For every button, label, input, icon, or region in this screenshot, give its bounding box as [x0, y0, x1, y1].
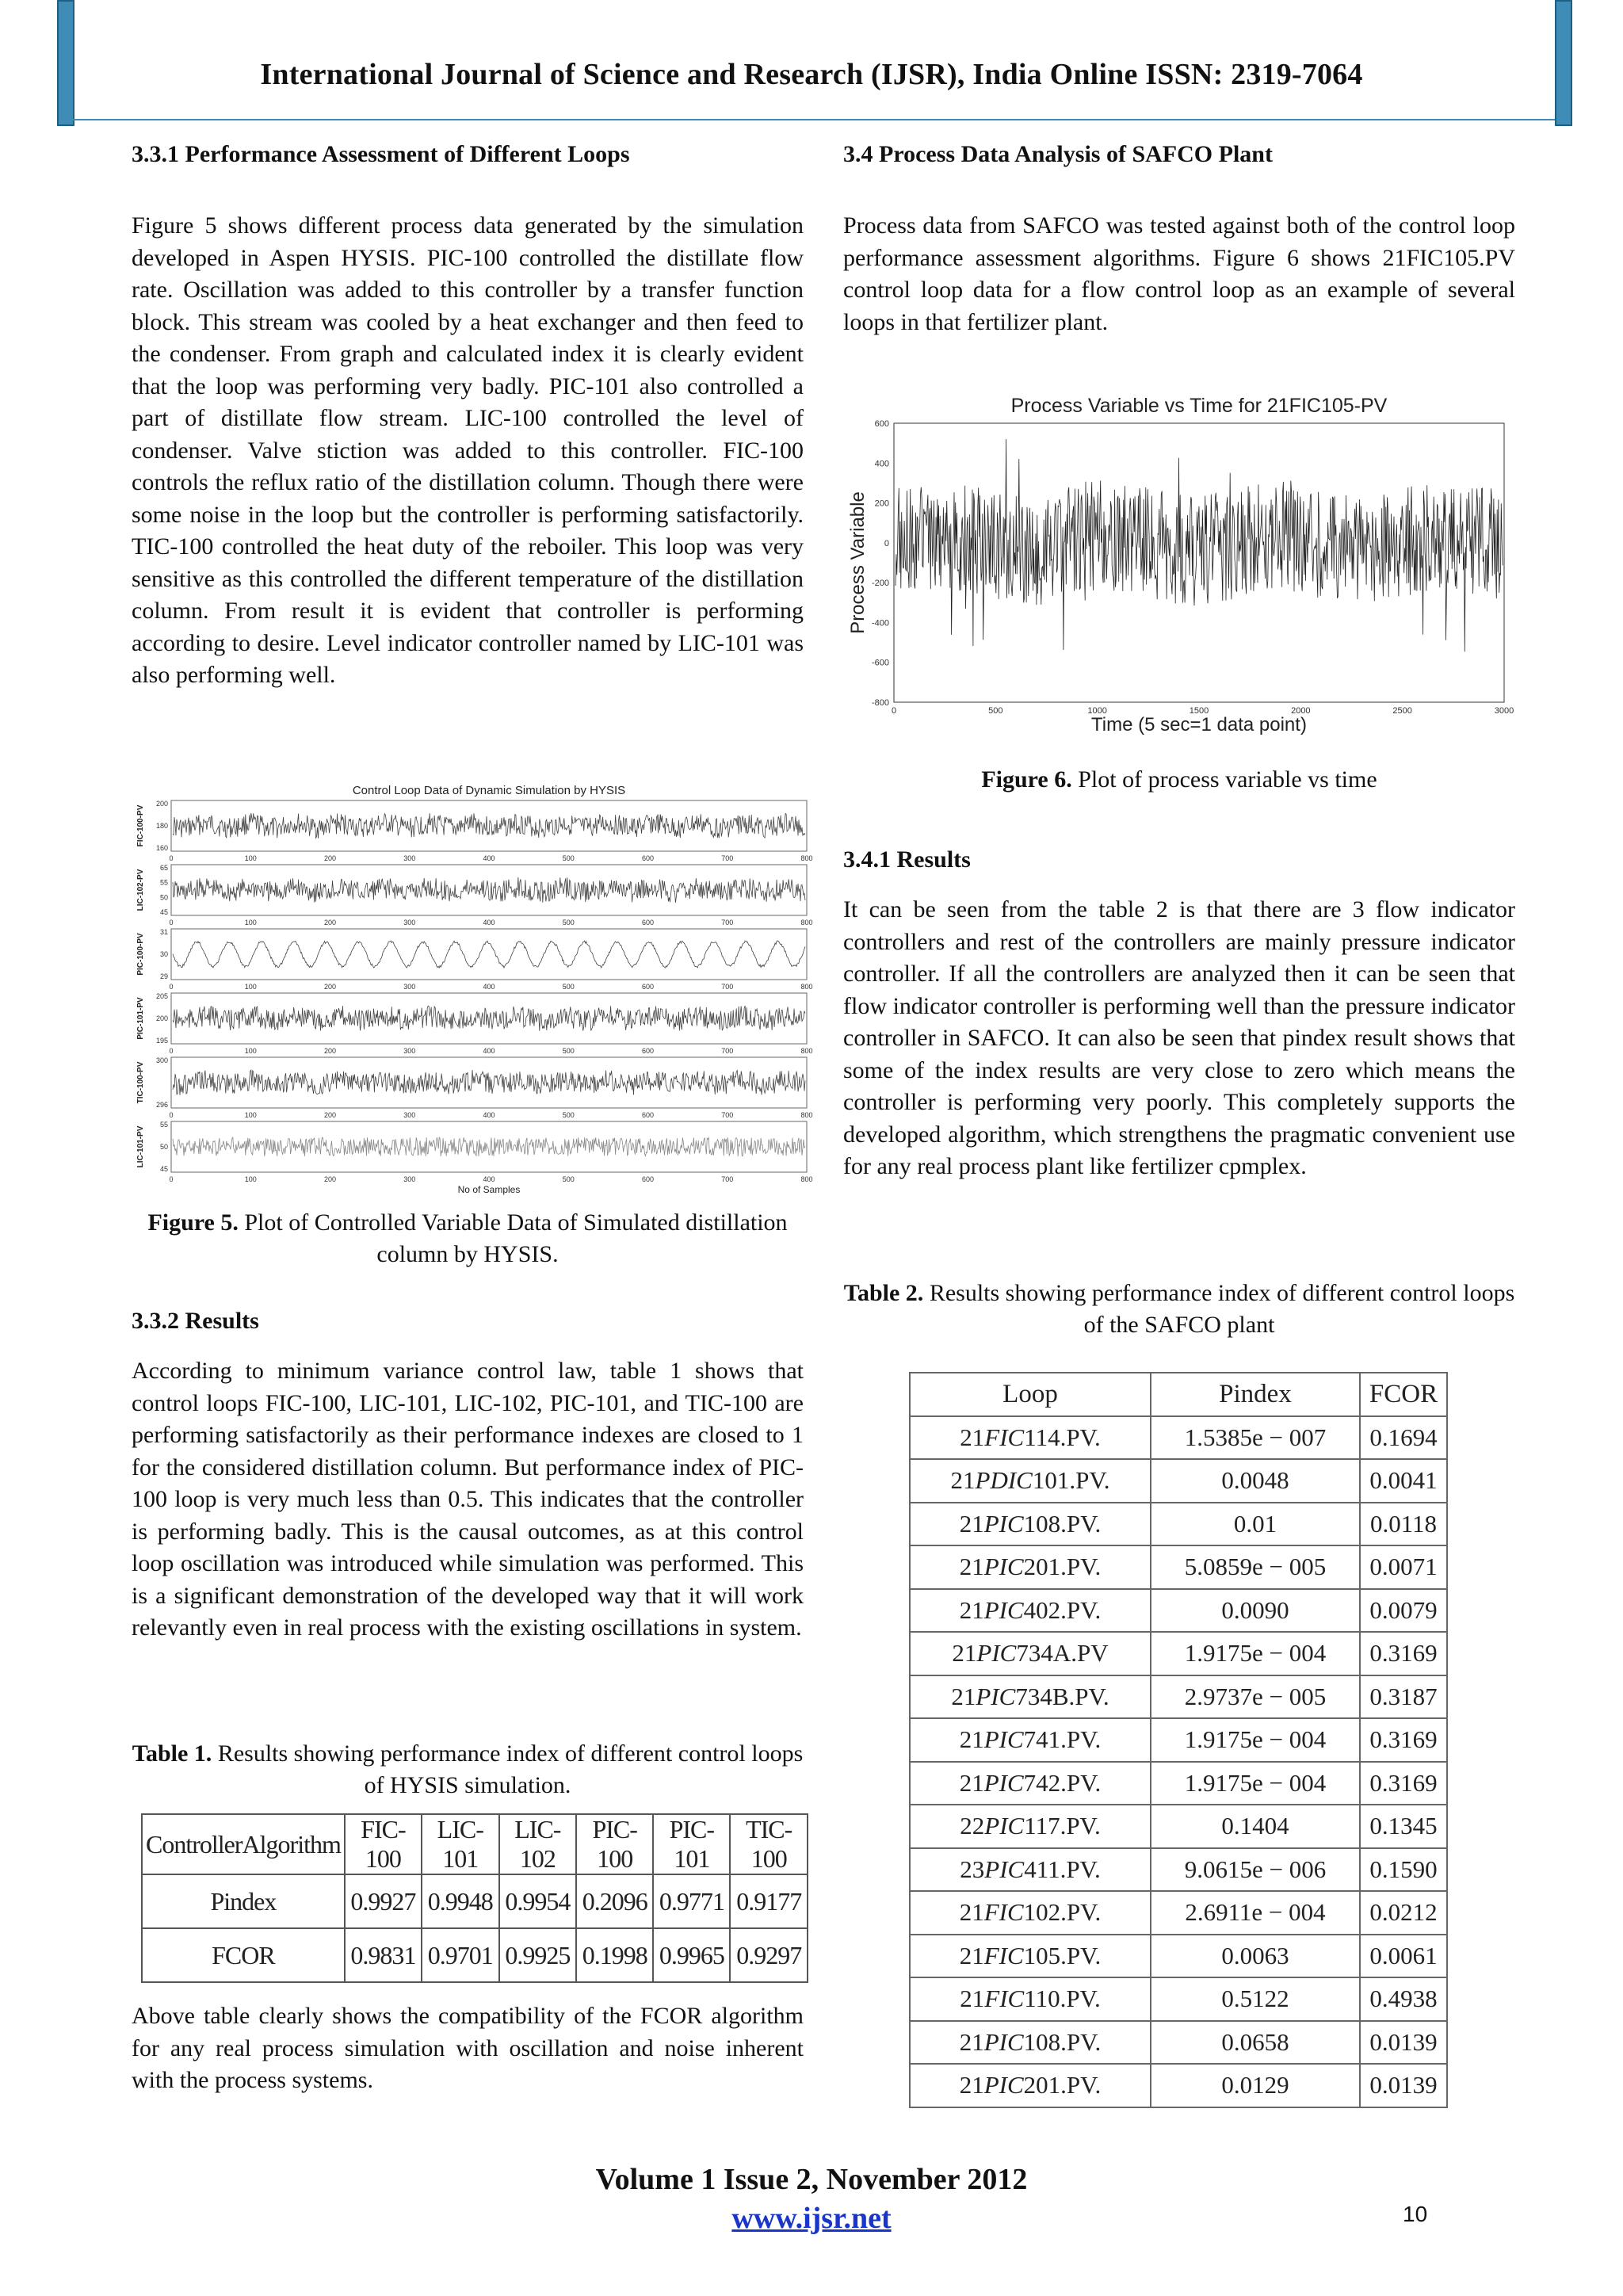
table-1-header-row	[142, 1814, 808, 1874]
y-tick-label: 195	[155, 1037, 168, 1045]
series-label: PIC-101-PV	[136, 997, 145, 1040]
table-2-loop-cell	[910, 1977, 1151, 2021]
y-tick-label: 45	[159, 908, 168, 916]
table-2-pindex-cell: 0.0063	[1151, 1935, 1360, 1978]
series-line	[173, 1006, 805, 1031]
y-tick-label: 205	[155, 992, 168, 1000]
footer-volume: Volume 1 Issue 2, November 2012	[595, 2163, 1028, 2196]
section-heading-3-3-1: 3.3.1 Performance Assessment of Different Loops	[132, 141, 630, 167]
x-axis-label: Time (5 sec=1 data point)	[1091, 714, 1307, 735]
x-tick-label: 700	[721, 1111, 734, 1119]
table-2-pindex-cell: 0.0090	[1151, 1589, 1360, 1633]
series-label: PIC-100-PV	[136, 933, 145, 976]
x-axis-label: No of Samples	[457, 1184, 521, 1195]
section-heading-3-4: 3.4 Process Data Analysis of SAFCO Plant	[843, 141, 1273, 167]
loop-suffix: 411.PV.	[1024, 1855, 1101, 1883]
y-tick-label: -600	[871, 658, 889, 668]
loop-suffix: 201.PV.	[1023, 2071, 1102, 2099]
table-1-cell: Pindex	[142, 1874, 345, 1928]
table-2-row	[910, 1718, 1447, 1762]
paragraph-performance-assessment: Figure 5 shows different process data generated by the simulation developed in Aspen HYSIS. PIC-100 controlled the distillate flow rate. Oscillation was added to this controller by a transfer function block. This stream was cooled by a heat exchanger and then feed to the condenser. From graph and calculated index it is clearly evident that the loop was performing very badly. PIC-101 also controlled a part of distillate flow stream. LIC-100 controlled the level of condenser. Valve stiction was added to this controller. FIC-100 controls the reflux ratio of the distillation column. Though there were some noise in the loop but the controller is performing satisfactorily. TIC-100 controlled the heat duty of the reboiler. This loop was very sensitive as this controlled the different temperature of the distillation column. From result it is evident that controller is performing according to desire. Level indicator controller named by LIC-101 was also performing well.	[132, 212, 804, 688]
table-2-fcor-cell: 0.1694	[1360, 1416, 1447, 1460]
series-label: TIC-100-PV	[136, 1061, 145, 1104]
loop-suffix: 102.PV.	[1023, 1898, 1102, 1927]
loop-prefix: 21	[959, 2071, 984, 2099]
loop-suffix: 742.PV.	[1023, 1768, 1102, 1797]
table-2-fcor-cell: 0.0071	[1360, 1545, 1447, 1589]
table-2-fcor-cell: 0.3169	[1360, 1718, 1447, 1762]
loop-suffix: 101.PV.	[1032, 1466, 1110, 1495]
x-tick-label: 300	[403, 983, 416, 991]
table-2-fcor-cell: 0.1345	[1360, 1805, 1447, 1848]
table-1-cell: 0.2096	[576, 1874, 653, 1928]
x-tick-label: 500	[562, 919, 575, 926]
x-tick-label: 200	[323, 919, 337, 926]
loop-prefix: 21	[959, 1898, 984, 1927]
table-1	[141, 1813, 808, 1983]
table-2-row	[910, 1935, 1447, 1978]
loop-prefix: 21	[959, 1553, 984, 1581]
table-2-header-cell: FCOR	[1360, 1373, 1447, 1416]
x-tick-label: 400	[483, 983, 495, 991]
loop-prefix: 21	[959, 1595, 984, 1624]
table-2-loop-cell	[910, 1891, 1151, 1935]
table-2-loop-cell	[910, 1459, 1151, 1503]
table-2-pindex-cell: 0.1404	[1151, 1805, 1360, 1848]
table-2-loop-cell	[910, 1935, 1151, 1978]
x-tick-label: 1500	[1189, 706, 1209, 716]
table-2-fcor-cell: 0.3187	[1360, 1675, 1447, 1719]
table-1-row	[142, 1874, 808, 1928]
x-tick-label: 800	[800, 983, 813, 991]
table-2-row	[910, 1762, 1447, 1805]
table-2-fcor-cell: 0.0079	[1360, 1589, 1447, 1633]
x-tick-label: 700	[721, 1175, 734, 1183]
x-tick-label: 0	[169, 919, 174, 926]
series-label: FIC-100-PV	[136, 804, 145, 847]
figure-5-chart	[132, 785, 819, 1197]
table-1-cell: 0.9771	[653, 1874, 730, 1928]
loop-tag: FIC	[984, 1423, 1025, 1451]
y-tick-label: 30	[159, 950, 168, 958]
x-tick-label: 700	[721, 854, 734, 862]
x-tick-label: 600	[641, 1175, 655, 1183]
loop-prefix: 22	[960, 1812, 985, 1840]
table-2-fcor-cell: 0.0118	[1360, 1503, 1447, 1546]
series-line	[173, 941, 805, 968]
section-heading-3-3-2: 3.3.2 Results	[132, 1308, 259, 1334]
y-tick-label: 50	[159, 893, 168, 902]
x-tick-label: 800	[800, 1111, 813, 1119]
y-tick-label: 180	[155, 822, 168, 830]
table-2-row	[910, 1848, 1447, 1892]
y-tick-label: 50	[159, 1143, 168, 1151]
x-tick-label: 600	[641, 1047, 655, 1055]
table-1-cell: FCOR	[142, 1928, 345, 1982]
loop-prefix: 23	[960, 1855, 985, 1883]
table-1-row	[142, 1928, 808, 1982]
y-tick-label: 55	[159, 1121, 168, 1129]
y-tick-label: 200	[155, 800, 168, 808]
loop-prefix: 21	[959, 1725, 984, 1754]
table-2-pindex-cell: 1.5385e − 007	[1151, 1416, 1360, 1460]
panel-frame	[171, 929, 807, 980]
table-2-header-cell: Pindex	[1151, 1373, 1360, 1416]
loop-prefix: 21	[959, 1941, 984, 1969]
figure-5-caption-text: Plot of Controlled Variable Data of Simulated distillation column by HYSIS.	[244, 1209, 788, 1267]
series-line	[173, 813, 805, 839]
chart-title: Process Variable vs Time for 21FIC105-PV	[1010, 395, 1388, 417]
loop-tag: PIC	[976, 1682, 1016, 1710]
y-tick-label: 55	[159, 878, 168, 887]
x-tick-label: 600	[641, 854, 655, 862]
loop-tag: PIC	[983, 1553, 1024, 1581]
figure-6-label: Figure 6.	[981, 766, 1072, 793]
x-tick-label: 500	[988, 706, 1003, 716]
table-1-header-cell: ControllerAlgorithm	[142, 1814, 345, 1874]
y-tick-label: 160	[155, 844, 168, 852]
loop-suffix: 201.PV.	[1023, 1553, 1102, 1581]
x-tick-label: 800	[800, 1047, 813, 1055]
x-tick-label: 400	[483, 1111, 495, 1119]
table-2-row	[910, 1545, 1447, 1589]
table-2-header-row	[910, 1373, 1447, 1416]
loop-suffix: 108.PV.	[1023, 2027, 1102, 2056]
table-1-cell: 0.9948	[422, 1874, 499, 1928]
table-2-pindex-cell: 2.6911e − 004	[1151, 1891, 1360, 1935]
table-2-fcor-cell: 0.3169	[1360, 1762, 1447, 1805]
table-1-cell: 0.9831	[345, 1928, 422, 1982]
x-tick-label: 400	[483, 1047, 495, 1055]
x-tick-label: 2500	[1392, 706, 1412, 716]
x-tick-label: 300	[403, 1175, 416, 1183]
x-tick-label: 400	[483, 1175, 495, 1183]
table-1-header-cell: LIC-102	[499, 1814, 577, 1874]
x-tick-label: 800	[800, 919, 813, 926]
table-2-caption-text: Results showing performance index of different control loops of the SAFCO plant	[929, 1280, 1515, 1338]
x-tick-label: 200	[323, 854, 337, 862]
y-tick-label: 31	[159, 928, 168, 936]
y-tick-label: 296	[155, 1101, 168, 1109]
y-tick-label: 200	[155, 1014, 168, 1022]
series-label: LIC-101-PV	[136, 1125, 145, 1168]
table-1-header-cell: LIC-101	[422, 1814, 499, 1874]
series-line	[173, 1137, 805, 1156]
table-2-fcor-cell: 0.0139	[1360, 2021, 1447, 2065]
y-tick-label: 400	[874, 459, 889, 469]
table-2	[909, 1372, 1448, 2108]
loop-prefix: 21	[960, 1985, 985, 2013]
x-tick-label: 700	[721, 1047, 734, 1055]
table-2-fcor-cell: 0.3169	[1360, 1632, 1447, 1675]
loop-suffix: 402.PV.	[1023, 1595, 1102, 1624]
x-tick-label: 500	[562, 854, 575, 862]
x-tick-label: 0	[169, 983, 174, 991]
series-line	[896, 439, 1503, 651]
loop-suffix: 108.PV.	[1023, 1509, 1102, 1538]
table-1-cell: 0.9954	[499, 1874, 577, 1928]
table-2-fcor-cell: 0.0041	[1360, 1459, 1447, 1503]
loop-suffix: 117.PV.	[1024, 1812, 1101, 1840]
table-2-caption	[843, 1278, 1515, 1341]
table-1-caption-text: Results showing performance index of different control loops of HYSIS simulation.	[217, 1740, 804, 1798]
x-tick-label: 200	[323, 1111, 337, 1119]
y-tick-label: -400	[871, 618, 889, 628]
loop-prefix: 21	[950, 1466, 976, 1495]
x-tick-label: 2000	[1291, 706, 1311, 716]
x-tick-label: 400	[483, 919, 495, 926]
table-2-loop-cell	[910, 2021, 1151, 2065]
table-2-row	[910, 1675, 1447, 1719]
x-tick-label: 100	[244, 854, 257, 862]
x-tick-label: 700	[721, 983, 734, 991]
loop-suffix: 114.PV.	[1024, 1423, 1101, 1451]
loop-suffix: 105.PV.	[1023, 1941, 1102, 1969]
header-rule	[73, 119, 1555, 120]
y-axis-label: Process Variable	[847, 491, 869, 634]
figure-6-caption	[843, 764, 1515, 796]
x-tick-label: 300	[403, 854, 416, 862]
footer-url-link[interactable]: www.ijsr.net	[731, 2202, 892, 2235]
table-2-loop-cell	[910, 2064, 1151, 2107]
loop-tag: PIC	[983, 1595, 1024, 1624]
series-line	[173, 1070, 805, 1095]
loop-suffix: 734A.PV	[1016, 1639, 1109, 1668]
x-tick-label: 700	[721, 919, 734, 926]
figure-6-caption-text: Plot of process variable vs time	[1078, 766, 1377, 793]
loop-prefix: 21	[959, 1768, 984, 1797]
loop-tag: PIC	[983, 1509, 1024, 1538]
journal-title: International Journal of Science and Research (IJSR), India Online ISSN: 2319-7064	[260, 58, 1363, 91]
x-tick-label: 100	[244, 1047, 257, 1055]
table-2-fcor-cell: 0.0139	[1360, 2064, 1447, 2107]
table-2-pindex-cell: 0.0048	[1151, 1459, 1360, 1503]
table-2-row	[910, 2021, 1447, 2065]
table-2-loop-cell	[910, 1848, 1151, 1892]
y-tick-label: 29	[159, 972, 168, 980]
table-2-row	[910, 1977, 1447, 2021]
y-tick-label: 200	[874, 499, 889, 509]
table-2-row	[910, 1805, 1447, 1848]
loop-tag: PIC	[983, 2027, 1024, 2056]
loop-tag: PIC	[984, 1855, 1025, 1883]
table-2-pindex-cell: 1.9175e − 004	[1151, 1762, 1360, 1805]
loop-tag: FIC	[983, 1941, 1024, 1969]
table-1-cell: 0.9177	[730, 1874, 808, 1928]
table-2-pindex-cell: 0.5122	[1151, 1977, 1360, 2021]
loop-suffix: 741.PV.	[1023, 1725, 1102, 1754]
chart-title: Control Loop Data of Dynamic Simulation by HYSIS	[352, 785, 626, 797]
x-tick-label: 300	[403, 1111, 416, 1119]
table-2-loop-cell	[910, 1718, 1151, 1762]
section-heading-3-4-1: 3.4.1 Results	[843, 846, 971, 873]
loop-tag: PDIC	[975, 1466, 1033, 1495]
figure-5-label: Figure 5.	[147, 1209, 239, 1236]
loop-suffix: 734B.PV.	[1015, 1682, 1109, 1710]
x-tick-label: 600	[641, 983, 655, 991]
figure-6-chart	[845, 388, 1518, 737]
loop-prefix: 21	[959, 2027, 984, 2056]
x-tick-label: 800	[800, 1175, 813, 1183]
x-tick-label: 3000	[1494, 706, 1514, 716]
loop-tag: FIC	[983, 1898, 1024, 1927]
panel-frame	[171, 800, 807, 851]
series-line	[173, 877, 805, 903]
x-tick-label: 500	[562, 983, 575, 991]
table-1-header-cell: PIC-101	[653, 1814, 730, 1874]
table-2-loop-cell	[910, 1503, 1151, 1546]
table-2-pindex-cell: 1.9175e − 004	[1151, 1718, 1360, 1762]
table-2-pindex-cell: 0.0658	[1151, 2021, 1360, 2065]
loop-suffix: 110.PV.	[1024, 1985, 1101, 2013]
table-1-cell: 0.9297	[730, 1928, 808, 1982]
x-tick-label: 300	[403, 1047, 416, 1055]
loop-tag: PIC	[983, 1768, 1024, 1797]
x-tick-label: 200	[323, 983, 337, 991]
table-1-cell: 0.9927	[345, 1874, 422, 1928]
x-tick-label: 100	[244, 1175, 257, 1183]
table-2-loop-cell	[910, 1675, 1151, 1719]
x-tick-label: 100	[244, 983, 257, 991]
table-2-pindex-cell: 0.01	[1151, 1503, 1360, 1546]
x-tick-label: 0	[169, 854, 174, 862]
table-2-fcor-cell: 0.0212	[1360, 1891, 1447, 1935]
loop-tag: PIC	[983, 1725, 1024, 1754]
table-1-header-cell: FIC-100	[345, 1814, 422, 1874]
x-tick-label: 0	[169, 1175, 174, 1183]
series-label: LIC-102-PV	[136, 869, 145, 911]
x-tick-label: 0	[169, 1047, 174, 1055]
figure-5-caption	[132, 1207, 804, 1270]
loop-tag: PIC	[976, 1639, 1017, 1668]
y-tick-label: 0	[884, 538, 889, 548]
x-tick-label: 500	[562, 1047, 575, 1055]
loop-tag: PIC	[984, 1812, 1025, 1840]
table-2-row	[910, 1632, 1447, 1675]
table-2-loop-cell	[910, 1762, 1151, 1805]
page-number: 10	[1403, 2202, 1428, 2226]
table-2-pindex-cell: 9.0615e − 006	[1151, 1848, 1360, 1892]
paragraph-safco-data: Process data from SAFCO was tested against both of the control loop performance assessment algorithms. Figure 6 shows 21FIC105.PV control loop data for a flow control loop as an example of several loops in that fertilizer plant.	[843, 212, 1515, 335]
table-2-pindex-cell: 5.0859e − 005	[1151, 1545, 1360, 1589]
table-1-caption	[132, 1738, 804, 1801]
y-tick-label: -800	[871, 698, 889, 708]
table-2-row	[910, 2064, 1447, 2107]
x-tick-label: 200	[323, 1047, 337, 1055]
table-2-fcor-cell: 0.0061	[1360, 1935, 1447, 1978]
table-2-pindex-cell: 0.0129	[1151, 2064, 1360, 2107]
x-tick-label: 1000	[1087, 706, 1107, 716]
table-2-loop-cell	[910, 1805, 1151, 1848]
table-1-cell: 0.1998	[576, 1928, 653, 1982]
table-1-label: Table 1.	[132, 1740, 212, 1767]
x-tick-label: 100	[244, 919, 257, 926]
table-2-row	[910, 1459, 1447, 1503]
paragraph-results-3-3-2: According to minimum variance control law, table 1 shows that control loops FIC-100, LIC-101, LIC-102, PIC-101, and TIC-100 are performing satisfactorily as their performance indexes are closed to 1 for the considered distillation column. But performance index of PIC-100 loop is very much less than 0.5. This indicates that the controller is performing badly. This is the causal outcomes, as at this control loop oscillation was introduced while simulation was performed. This is a significant demonstration of the developed way that it will work relevantly even in real process with the existing oscillations in system.	[132, 1358, 804, 1641]
table-2-label: Table 2.	[843, 1280, 924, 1306]
table-1-cell: 0.9925	[499, 1928, 577, 1982]
table-2-fcor-cell: 0.1590	[1360, 1848, 1447, 1892]
paragraph-results-3-4-1: It can be seen from the table 2 is that there are 3 flow indicator controllers and rest of the controllers are mainly pressure indicator controller. If all the controllers are analyzed then it can be seen that flow indicator controller is performing well than the pressure indicator controller in SAFCO. It can also be seen that pindex result shows that some of the index results are very close to zero which means the controller is performing very poorly. This completely supports the developed algorithm, which strengthens the pragmatic convenient use for any real process plant like fertilizer cpmplex.	[843, 896, 1515, 1179]
x-tick-label: 400	[483, 854, 495, 862]
loop-prefix: 21	[959, 1509, 984, 1538]
table-2-loop-cell	[910, 1632, 1151, 1675]
x-tick-label: 500	[562, 1111, 575, 1119]
loop-prefix: 21	[952, 1639, 977, 1668]
x-tick-label: 600	[641, 919, 655, 926]
loop-prefix: 21	[960, 1423, 985, 1451]
y-tick-label: 300	[155, 1056, 168, 1064]
y-tick-label: 600	[874, 419, 889, 429]
table-2-header-cell: Loop	[910, 1373, 1151, 1416]
table-2-row	[910, 1416, 1447, 1460]
y-tick-label: 65	[159, 864, 168, 872]
y-tick-label: -200	[871, 579, 889, 589]
loop-tag: PIC	[983, 2071, 1024, 2099]
table-2-loop-cell	[910, 1545, 1151, 1589]
table-2-loop-cell	[910, 1589, 1151, 1633]
paragraph-table-1-discussion: Above table clearly shows the compatibility of the FCOR algorithm for any real process simulation with oscillation and noise inherent with the process systems.	[132, 2003, 804, 2093]
table-2-row	[910, 1589, 1447, 1633]
table-2-row	[910, 1503, 1447, 1546]
table-1-cell: 0.9965	[653, 1928, 730, 1982]
x-tick-label: 500	[562, 1175, 575, 1183]
table-1-cell: 0.9701	[422, 1928, 499, 1982]
table-2-row	[910, 1891, 1447, 1935]
x-tick-label: 300	[403, 919, 416, 926]
table-2-fcor-cell: 0.4938	[1360, 1977, 1447, 2021]
table-2-loop-cell	[910, 1416, 1151, 1460]
y-tick-label: 45	[159, 1165, 168, 1173]
x-tick-label: 0	[891, 706, 897, 716]
table-2-pindex-cell: 1.9175e − 004	[1151, 1632, 1360, 1675]
table-1-header-cell: PIC-100	[576, 1814, 653, 1874]
x-tick-label: 600	[641, 1111, 655, 1119]
x-tick-label: 200	[323, 1175, 337, 1183]
x-tick-label: 100	[244, 1111, 257, 1119]
loop-prefix: 21	[951, 1682, 976, 1710]
table-2-pindex-cell: 2.9737e − 005	[1151, 1675, 1360, 1719]
table-1-header-cell: TIC-100	[730, 1814, 808, 1874]
loop-tag: FIC	[984, 1985, 1025, 2013]
x-tick-label: 800	[800, 854, 813, 862]
x-tick-label: 0	[169, 1111, 174, 1119]
